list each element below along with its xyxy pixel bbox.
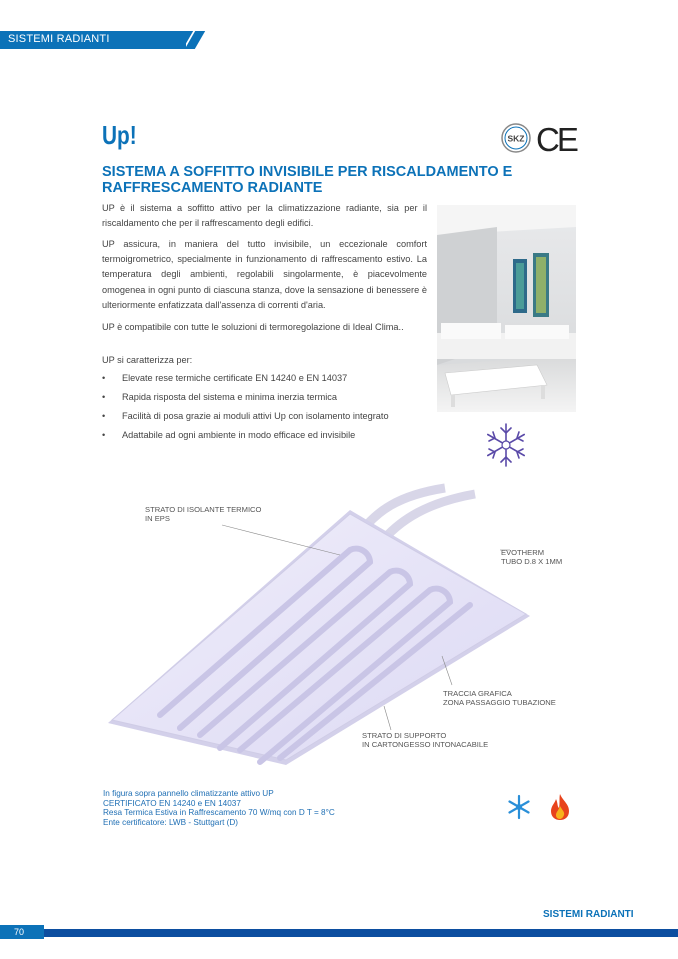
label-graphic-trace: TRACCIA GRAFICA ZONA PASSAGGIO TUBAZIONE xyxy=(443,689,556,707)
page-subtitle: SISTEMA A SOFFITTO INVISIBILE PER RISCALDAMENTO E RAFFRESCAMENTO RADIANTE xyxy=(102,164,513,196)
header-section-title: SISTEMI RADIANTI xyxy=(8,33,110,45)
snowflake-icon xyxy=(481,420,531,470)
skz-logo-text: SKZ xyxy=(507,133,525,144)
living-room-photo xyxy=(437,205,576,412)
label-evotherm-tube: EVOTHERM TUBO D.8 X 1MM xyxy=(501,548,563,566)
heating-flame-icon xyxy=(549,793,571,821)
label-insulation-layer: STRATO DI ISOLANTE TERMICO IN EPS xyxy=(145,505,262,523)
skz-logo xyxy=(500,122,532,154)
page-number: 70 xyxy=(14,927,25,937)
footer-band xyxy=(44,929,678,937)
intro-paragraph: UP è il sistema a soffitto attivo per la climatizzazione radiante, sia per il riscaldamento che per il raffrescamento degli edifici. xyxy=(102,203,427,229)
footer-section-title: SISTEMI RADIANTI xyxy=(543,909,634,920)
label-support-layer: STRATO DI SUPPORTO IN CARTONGESSO INTONACABILE xyxy=(362,731,489,749)
ce-mark: CE xyxy=(536,121,576,158)
page-title: Up! xyxy=(102,120,137,150)
comfort-paragraph: UP assicura, in maniera del tutto invisibile, un eccezionale comfort termoigrometrico, specialmente in funzionamento di raffrescamento estivo. La temperatura degli ambienti, regolabili singolarmente, è piacevolmente omogenea in ogni punto di ciascuna stanza, dove la sensazione di benessere è ulteriormente enfatizzata dall'assenza di correnti d'aria. xyxy=(102,239,427,310)
compatibility-paragraph: UP è compatibile con tutte le soluzioni di termoregolazione di Ideal Clima.. xyxy=(102,322,404,332)
radiant-panel-diagram xyxy=(100,480,660,770)
cooling-icon xyxy=(506,794,532,820)
panel-caption: In figura sopra pannello climatizzante attivo UP CERTIFICATO EN 14240 e EN 14037 Resa Termica Estiva in Raffrescamento 70 W/mq con D T = 8°C Ente certificatore: LWB - Stuttgart (D) xyxy=(103,789,335,827)
features-intro: UP si caratterizza per: xyxy=(102,355,193,365)
